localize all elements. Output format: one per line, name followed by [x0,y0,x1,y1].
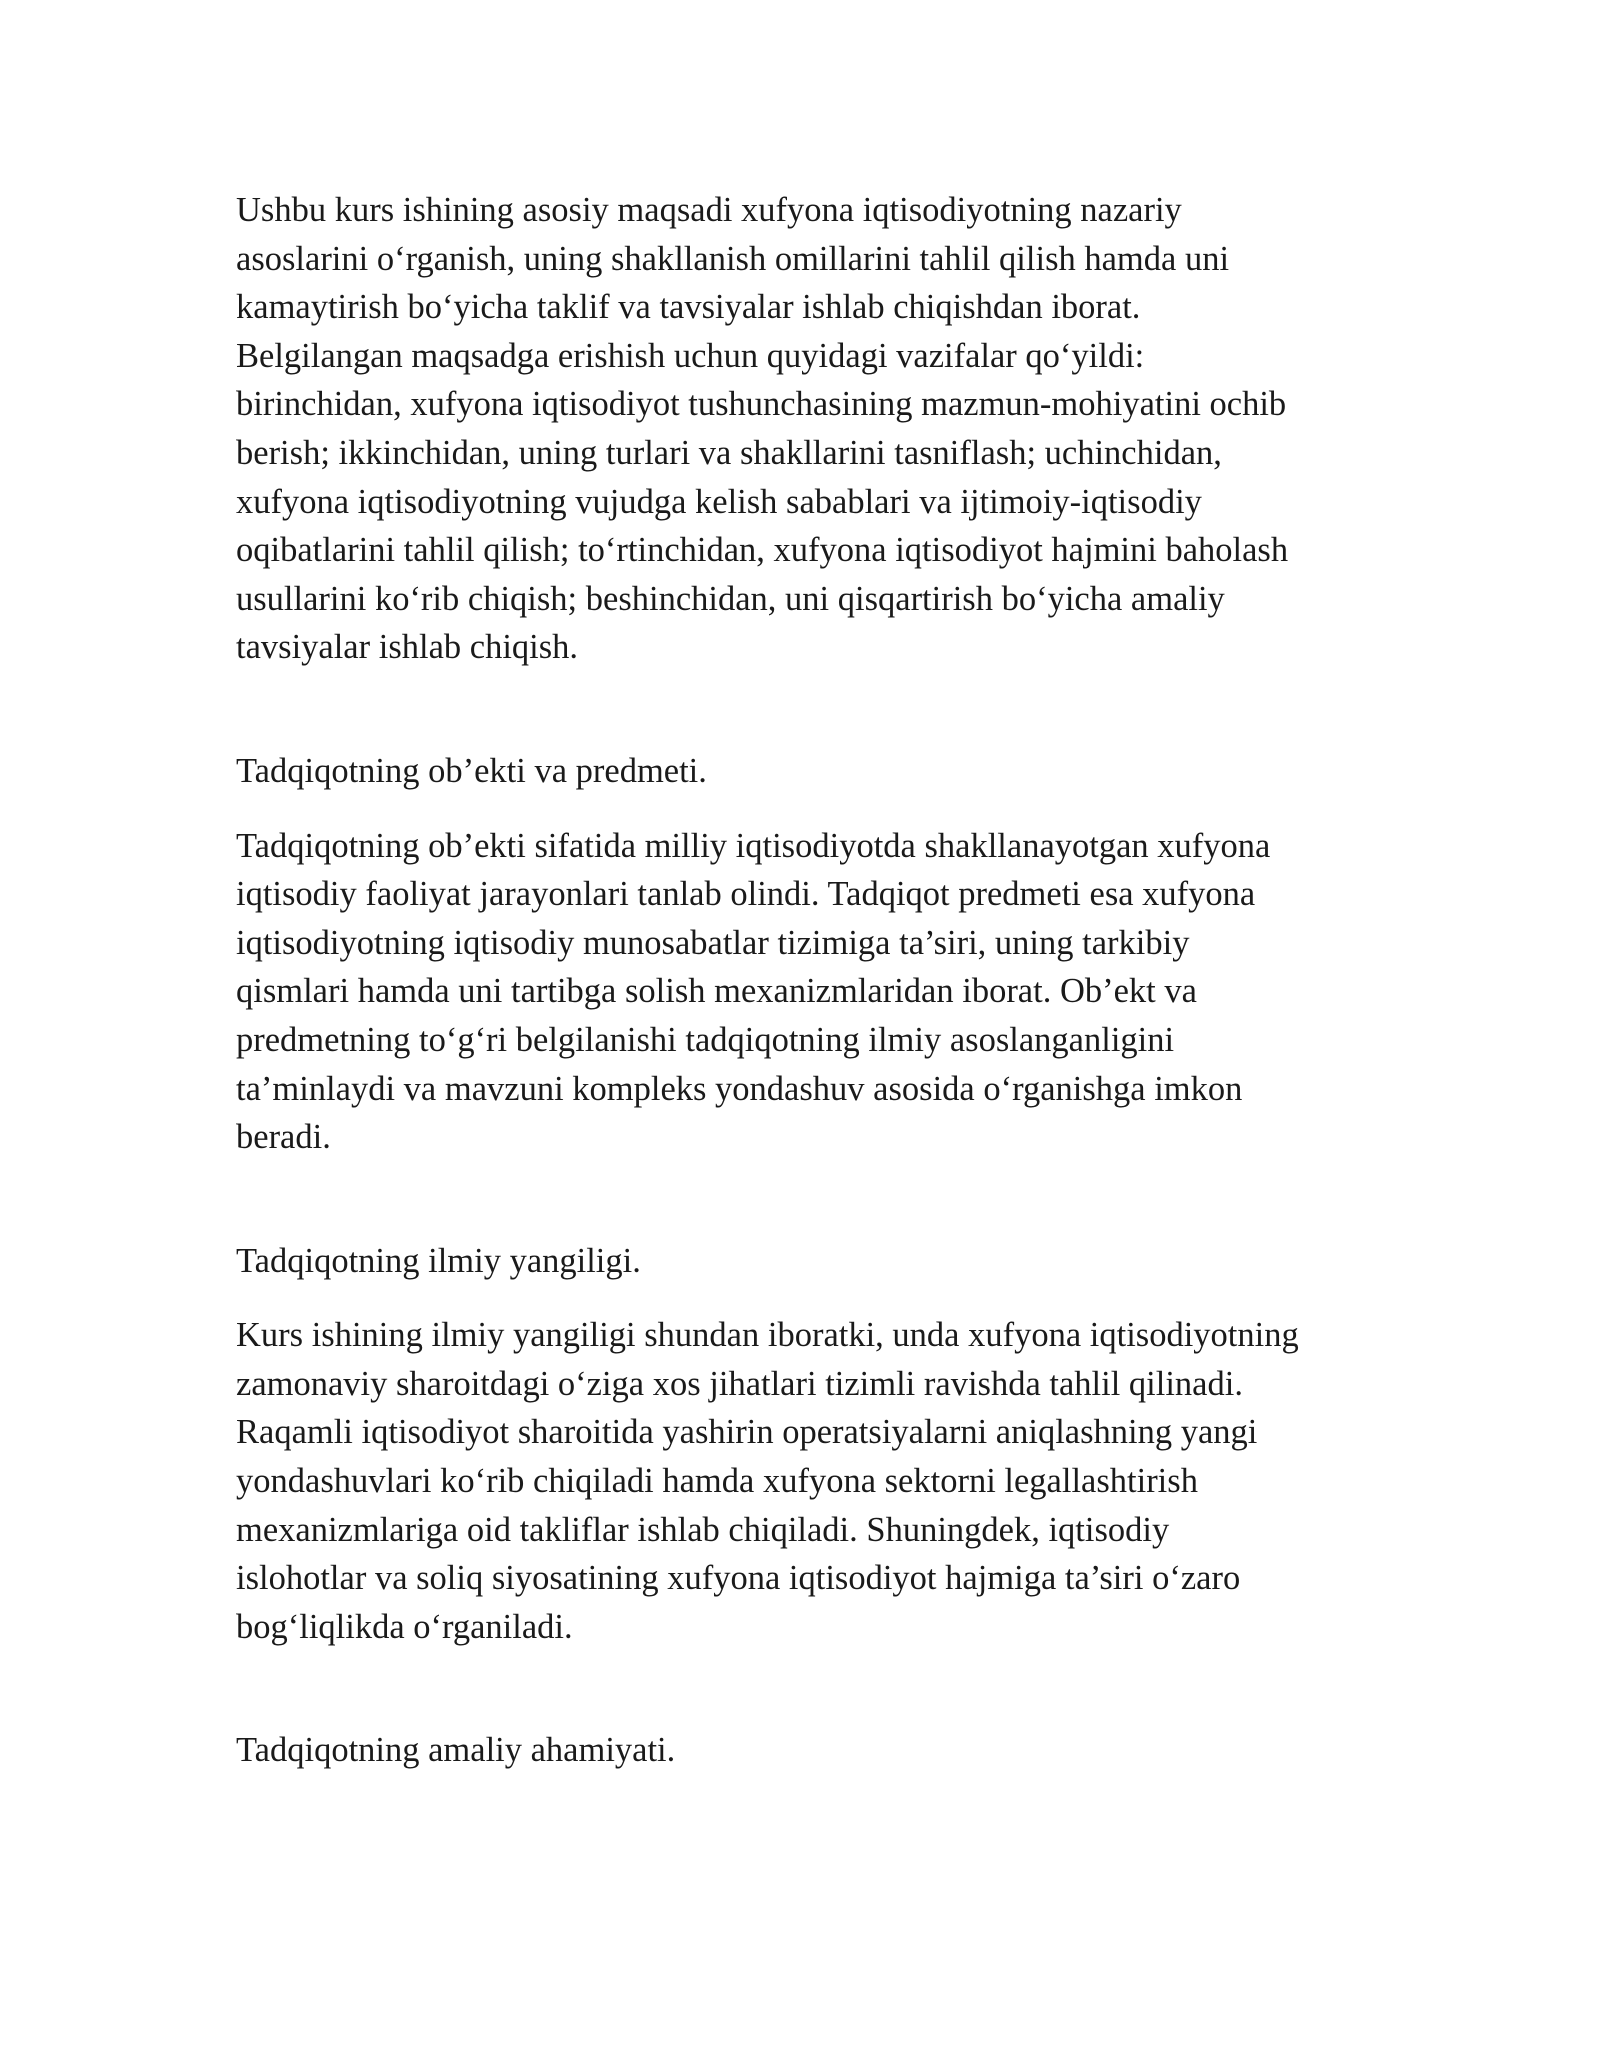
paragraph-object-subject [236,822,1396,1162]
text-line: iqtisodiyotning iqtisodiy munosabatlar tizimiga ta’siri, uning tarkibiy [236,923,1190,962]
text-line: qismlari hamda uni tartibga solish mexanizmlaridan iborat. Ob’ekt va [236,972,1197,1011]
section-heading-object-subject: Tadqiqotning ob’ekti va predmeti. [236,751,707,790]
paragraph-scientific-novelty [236,1311,1396,1651]
text-line: yondashuvlari ko‘rib chiqiladi hamda xufyona sektorni legallashtirish [236,1462,1198,1501]
paragraph-aims-and-tasks [236,186,1396,672]
text-line: islohotlar va soliq siyosatining xufyona iqtisodiyot hajmiga ta’siri o‘zaro [236,1559,1241,1598]
text-line: usullarini ko‘rib chiqish; beshinchidan, uni qisqartirish bo‘yicha amaliy [236,579,1225,618]
text-line: kamaytirish bo‘yicha taklif va tavsiyalar ishlab chiqishdan iborat. [236,288,1141,327]
section-heading-scientific-novelty: Tadqiqotning ilmiy yangiligi. [236,1241,641,1280]
document-page [236,186,1396,1775]
text-line: birinchidan, xufyona iqtisodiyot tushunchasining mazmun-mohiyatini ochib [236,385,1287,424]
text-line: Kurs ishining ilmiy yangiligi shundan iboratki, unda xufyona iqtisodiyotning [236,1316,1299,1355]
section-heading-practical-significance: Tadqiqotning amaliy ahamiyati. [236,1731,676,1770]
text-line: berish; ikkinchidan, uning turlari va shakllarini tasniflash; uchinchidan, [236,433,1222,472]
text-line: Raqamli iqtisodiyot sharoitida yashirin operatsiyalarni aniqlashning yangi [236,1413,1258,1452]
text-line: zamonaviy sharoitdagi o‘ziga xos jihatlari tizimli ravishda tahlil qilinadi. [236,1364,1243,1403]
text-line: xufyona iqtisodiyotning vujudga kelish sabablari va ijtimoiy-iqtisodiy [236,482,1202,521]
text-line: mexanizmlariga oid takliflar ishlab chiqiladi. Shuningdek, iqtisodiy [236,1510,1170,1549]
text-line: iqtisodiy faoliyat jarayonlari tanlab olindi. Tadqiqot predmeti esa xufyona [236,875,1256,914]
text-line: bog‘liqlikda o‘rganiladi. [236,1607,573,1646]
text-line: beradi. [236,1118,331,1157]
text-line: oqibatlarini tahlil qilish; to‘rtinchidan, xufyona iqtisodiyot hajmini baholash [236,531,1289,570]
text-line: Belgilangan maqsadga erishish uchun quyidagi vazifalar qo‘yildi: [236,336,1145,375]
text-line: predmetning to‘g‘ri belgilanishi tadqiqotning ilmiy asoslanganligini [236,1020,1175,1059]
text-line: Ushbu kurs ishining asosiy maqsadi xufyona iqtisodiyotning nazariy [236,191,1182,229]
text-line: asoslarini o‘rganish, uning shakllanish omillarini tahlil qilish hamda uni [236,239,1230,278]
text-line: Tadqiqotning ob’ekti sifatida milliy iqtisodiyotda shakllanayotgan xufyona [236,826,1271,865]
text-line: tavsiyalar ishlab chiqish. [236,628,579,667]
text-line: ta’minlaydi va mavzuni kompleks yondashuv asosida o‘rganishga imkon [236,1069,1243,1108]
